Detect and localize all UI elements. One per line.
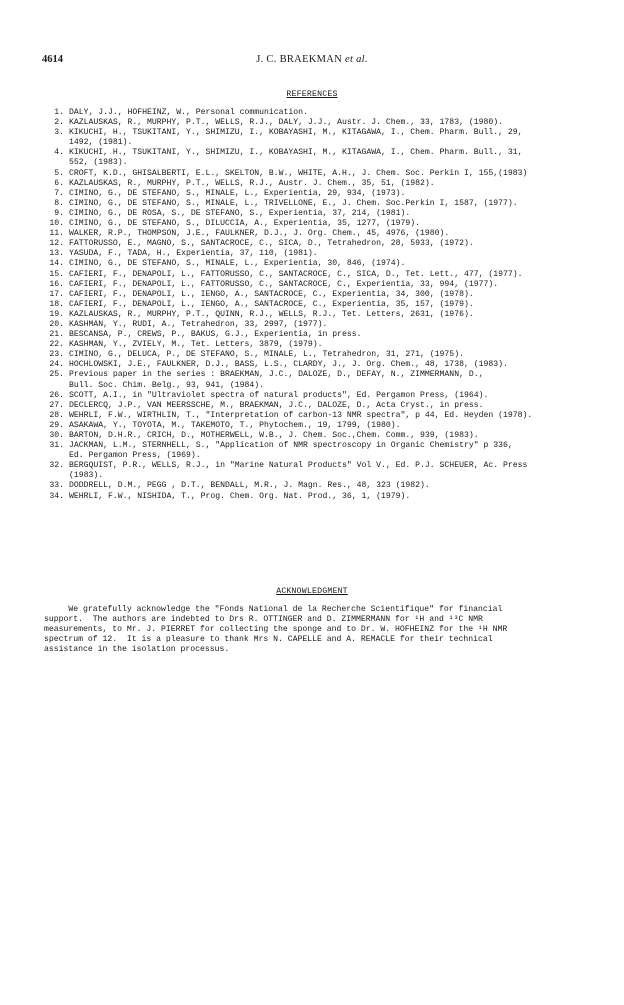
reference-number: 28.: [49, 410, 64, 420]
reference-number: 5.: [54, 168, 64, 178]
reference-item-continuation: [44, 381, 604, 391]
reference-item: [44, 239, 604, 249]
reference-text: WEHRLI, F.W., WIRTHLIN, T., "Interpretation of carbon-13 NMR spectra", p 44, Ed. Heyden (1978).: [69, 410, 533, 420]
reference-text: KAZLAUSKAS, R., MURPHY, P.T., QUINN, R.J., WELLS, R.J., Tet. Letters, 2631, (1976).: [69, 309, 474, 319]
reference-text: BARTON, D.H.R., CRICH, D., MOTHERWELL, W.B., J. Chem. Soc.,Chem. Comm., 939, (1983).: [69, 431, 479, 440]
reference-text: CAFIERI, F., DENAPOLI, L., FATTORUSSO, C., SANTACROCE, C., SICA, D., Tet. Lett., 477, (1977).: [69, 269, 523, 279]
reference-text: CIMINO, G., DE STEFANO, S., MINALE, L., Experientia, 30, 846, (1974).: [69, 259, 406, 269]
reference-text: WALKER, R.P., THOMPSON, J.E., FAULKNER, D.J., J. Org. Chem., 45, 4976, (1980).: [69, 229, 450, 239]
reference-number: 18.: [49, 299, 64, 309]
reference-text: KAZLAUSKAS, R., MURPHY, P.T., WELLS, R.J., DALY, J.J., Austr. J. Chem., 33, 1783, (1980).: [69, 118, 503, 128]
reference-text: CROFT, K.D., GHISALBERTI, E.L., SKELTON, B.W., WHITE, A.H., J. Chem. Soc. Perkin I, 155,(1983): [69, 168, 528, 178]
reference-number: 6.: [54, 178, 64, 188]
reference-text: BESCANSA, P., CREWS, P., BAKUS, G.J., Experientia, in press.: [69, 330, 362, 340]
reference-item: [44, 300, 604, 310]
reference-text: Ed. Pergamon Press, (1969).: [69, 451, 201, 461]
reference-item-continuation: [44, 471, 604, 481]
reference-text: 552, (1983).: [69, 158, 128, 168]
reference-item: [44, 431, 604, 441]
reference-text: CIMINO, G., DE STEFANO, S., DILUCCIA, A., Experientia, 35, 1277, (1979).: [69, 219, 421, 229]
reference-text: CIMINO, G., DE ROSA, S., DE STEFANO, S., Experientia, 37, 214, (1981).: [69, 208, 411, 218]
reference-number: 21.: [49, 330, 64, 340]
reference-number: 25.: [49, 370, 64, 380]
reference-number: 15.: [49, 269, 64, 279]
reference-number: 7.: [54, 188, 64, 198]
reference-text: BERGQUIST, P.R., WELLS, R.J., in "Marine Natural Products" Vol V., Ed. P.J. SCHEUER, Ac. Press: [69, 461, 528, 471]
reference-number: 9.: [54, 208, 64, 218]
reference-text: WEHRLI, F.W., NISHIDA, T., Prog. Chem. Org. Nat. Prod., 36, 1, (1979).: [69, 491, 411, 501]
reference-text: KASHMAN, Y., RUDI, A., Tetrahedron, 33, 2997, (1977).: [69, 319, 328, 329]
reference-text: 1492, (1981).: [69, 138, 133, 148]
reference-text: (1983).: [69, 471, 104, 481]
acknowledgment-line: measurements, to Mr. J. PIERRET for collecting the sponge and to Dr. W. HOFHEINZ for the ¹H NMR: [44, 625, 508, 635]
reference-text: Bull. Soc. Chim. Belg., 93, 941, (1984).: [69, 380, 265, 390]
reference-item: [44, 189, 604, 199]
reference-text: KAZLAUSKAS, R., MURPHY, P.T., WELLS, R.J., Austr. J. Chem., 35, 51, (1982).: [69, 178, 435, 188]
reference-number: 1.: [54, 108, 64, 117]
reference-item: [44, 370, 604, 380]
reference-text: KASHMAN, Y., ZVIELY, M., Tet. Letters, 3879, (1979).: [69, 340, 323, 350]
reference-number: 27.: [49, 400, 64, 410]
reference-text: DALY, J.J., HOFHEINZ, W., Personal communication.: [69, 108, 308, 117]
reference-item: [44, 290, 604, 300]
reference-text: KIKUCHI, H., TSUKITANI, Y., SHIMIZU, I., KOBAYASHI, M., KITAGAWA, I., Chem. Pharm. Bull., 31,: [69, 148, 523, 158]
reference-item: [44, 249, 604, 259]
reference-number: 34.: [49, 491, 64, 501]
reference-number: 23.: [49, 350, 64, 360]
acknowledgment-paragraph: [44, 605, 604, 655]
reference-text: CAFIERI, F., DENAPOLI, L., IENGO, A., SANTACROCE, C., Experientia, 35, 157, (1979).: [69, 299, 474, 309]
page-number: 4614: [42, 54, 63, 65]
reference-number: 32.: [49, 461, 64, 471]
references-heading: REFERENCES: [286, 90, 338, 99]
reference-item: [44, 391, 604, 401]
reference-text: CIMINO, G., DE STEFANO, S., MINALE, L., Experientia, 29, 934, (1973).: [69, 188, 406, 198]
reference-item: [44, 481, 604, 491]
reference-text: DODDRELL, D.M., PEGG , D.T., BENDALL, M.R., J. Magn. Res., 48, 323 (1982).: [69, 481, 430, 491]
reference-text: HOCHLOWSKI, J.E., FAULKNER, D.J., BASS, L.S., CLARDY, J., J. Org. Chem., 48, 1738, (1983).: [69, 360, 508, 370]
reference-item: [44, 219, 604, 229]
reference-number: 33.: [49, 481, 64, 491]
reference-text: ASAKAWA, Y., TOYOTA, M., TAKEMOTO, T., Phytochem., 19, 1799, (1980).: [69, 420, 401, 430]
reference-number: 29.: [49, 420, 64, 430]
reference-text: Previous paper in the series : BRAEKMAN, J.C., DALOZE, D., DEFAY, N., ZIMMERMANN, D.,: [69, 370, 484, 380]
reference-item: [44, 209, 604, 219]
reference-text: CAFIERI, F., DENAPOLI, L., IENGO, A., SANTACROCE, C., Experientia, 34, 300, (1978).: [69, 289, 474, 299]
reference-text: SCOTT, A.I., in "Ultraviolet spectra of natural products", Ed. Pergamon Press, (1964).: [69, 390, 489, 400]
reference-number: 17.: [49, 289, 64, 299]
reference-text: DECLERCQ, J.P., VAN MEERSSCHE, M., BRAEKMAN, J.C., DALOZE, D., Acta Cryst., in press.: [69, 400, 484, 410]
reference-item: [44, 350, 604, 360]
reference-item: [44, 280, 604, 290]
reference-item: [44, 330, 604, 340]
running-title: [42, 54, 582, 65]
reference-text: CIMINO, G., DELUCA, P., DE STEFANO, S., MINALE, L., Tetrahedron, 31, 271, (1975).: [69, 350, 464, 360]
reference-text: CIMINO, G., DE STEFANO, S., MINALE, L., TRIVELLONE, E., J. Chem. Soc.Perkin I, 1587, (1977).: [69, 198, 518, 208]
acknowledgment-line: assistance in the isolation processus.: [44, 645, 230, 655]
reference-item: [44, 118, 604, 128]
reference-number: 14.: [49, 259, 64, 269]
reference-number: 12.: [49, 239, 64, 249]
reference-number: 10.: [49, 219, 64, 229]
acknowledgment-line: We gratefully acknowledge the "Fonds National de la Recherche Scientifique" for financial: [44, 605, 503, 614]
reference-number: 2.: [54, 118, 64, 128]
reference-text: FATTORUSSO, E., MAGNO, S., SANTACROCE, C., SICA, D., Tetrahedron, 28, 5933, (1972).: [69, 239, 474, 249]
reference-number: 4.: [54, 148, 64, 158]
reference-item: [44, 108, 604, 118]
reference-item-continuation: [44, 158, 604, 168]
reference-number: 24.: [49, 360, 64, 370]
reference-number: 11.: [49, 229, 64, 239]
reference-item: [44, 259, 604, 269]
reference-list: [44, 108, 604, 502]
reference-item: [44, 270, 604, 280]
reference-item: [44, 229, 604, 239]
reference-text: CAFIERI, F., DENAPOLI, L., FATTORUSSO, C., SANTACROCE, C., Experientia, 33, 994, (1977).: [69, 279, 499, 289]
reference-item: [44, 128, 604, 138]
reference-item: [44, 492, 604, 502]
reference-number: 26.: [49, 390, 64, 400]
reference-number: 16.: [49, 279, 64, 289]
acknowledgment-line: spectrum of 12. It is a pleasure to thank Mrs N. CAPELLE and A. REMACLE for their technical: [44, 635, 493, 645]
reference-item: [44, 421, 604, 431]
reference-item: [44, 179, 604, 189]
acknowledgment-heading: ACKNOWLEDGMENT: [276, 587, 348, 596]
reference-number: 22.: [49, 340, 64, 350]
reference-item: [44, 360, 604, 370]
running-title-et-al: et al.: [345, 54, 368, 65]
reference-number: 31.: [49, 441, 64, 451]
reference-item-continuation: [44, 138, 604, 148]
running-header: [42, 54, 582, 70]
reference-item: [44, 401, 604, 411]
reference-number: 13.: [49, 249, 64, 259]
acknowledgment-line: support. The authors are indebted to Drs R. OTTINGER and D. ZIMMERMANN for ¹H and ¹³C NMR: [44, 615, 483, 625]
reference-number: 20.: [49, 319, 64, 329]
reference-item-continuation: [44, 451, 604, 461]
reference-number: 3.: [54, 128, 64, 138]
reference-item: [44, 199, 604, 209]
reference-item: [44, 340, 604, 350]
reference-item: [44, 148, 604, 158]
reference-item: [44, 441, 604, 451]
reference-number: 30.: [49, 431, 64, 440]
reference-text: JACKMAN, L.M., STERNHELL, S., "Application of NMR spectroscopy in Organic Chemistry" p 336,: [69, 441, 513, 451]
reference-number: 8.: [54, 198, 64, 208]
reference-item: [44, 310, 604, 320]
reference-item: [44, 461, 604, 471]
reference-item: [44, 320, 604, 330]
running-title-author: J. C. BRAEKMAN: [256, 54, 343, 65]
reference-number: 19.: [49, 309, 64, 319]
reference-text: KIKUCHI, H., TSUKITANI, Y., SHIMIZU, I., KOBAYASHI, M., KITAGAWA, I., Chem. Pharm. Bull., 29,: [69, 128, 523, 138]
reference-text: YASUDA, F., TADA, H., Experientia, 37, 110, (1981).: [69, 249, 318, 259]
reference-item: [44, 169, 604, 179]
reference-item: [44, 411, 604, 421]
